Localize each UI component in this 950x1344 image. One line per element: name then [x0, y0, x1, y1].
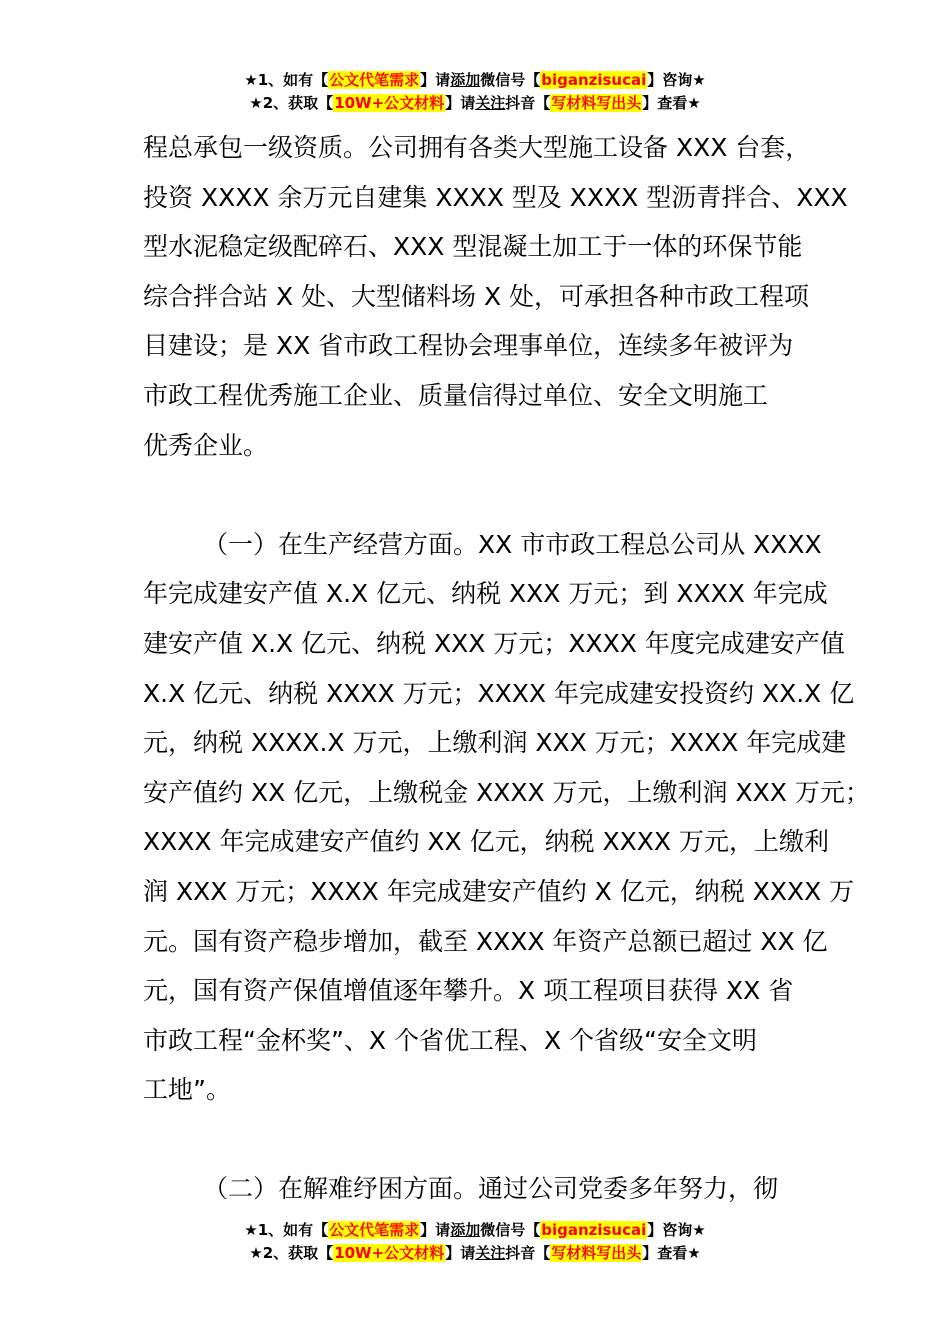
banner-text: 】咨询★: [647, 71, 706, 89]
banner-highlight: 写材料写出头: [551, 1244, 642, 1262]
banner-highlight: 10W+公文材料: [334, 1244, 445, 1262]
banner-line-2: [0, 1242, 950, 1265]
banner-text: ★1、如有【: [244, 1221, 329, 1239]
banner-text: 】查看★: [642, 1244, 701, 1262]
banner-text: 抖音【: [505, 1244, 551, 1262]
text-line: 元。国有资产稳步增加，截至 XXXX 年资产总额已超过 XX 亿: [143, 926, 828, 956]
text-line: 目建设；是 XX 省市政工程协会理事单位，连续多年被评为: [143, 331, 794, 361]
text-line: X.X 亿元、纳税 XXXX 万元；XXXX 年完成建安投资约 XX.X 亿: [143, 678, 855, 708]
text-line: 型水泥稳定级配碎石、XXX 型混凝土加工于一体的环保节能: [143, 232, 803, 262]
document-body: [143, 123, 870, 1214]
banner-underline: 关注: [475, 94, 506, 112]
banner-line-1: [0, 1219, 950, 1242]
paragraph-first-line: （二）在解难纾困方面。通过公司党委多年努力，彻: [203, 1174, 779, 1204]
header-banner: [0, 69, 950, 115]
paragraph-first-line: （一）在生产经营方面。XX 市市政工程总公司从 XXXX: [203, 529, 822, 559]
banner-text: 微信号【: [480, 1221, 541, 1239]
text-line: 综合拌合站 X 处、大型储料场 X 处，可承担各种市政工程项: [143, 281, 810, 311]
banner-text: ★2、获取【: [249, 1244, 334, 1262]
banner-underline: 添加: [450, 71, 481, 89]
banner-text: 抖音【: [505, 94, 551, 112]
banner-text: 】咨询★: [647, 1221, 706, 1239]
banner-text: 】请: [445, 94, 476, 112]
text-line: 投资 XXXX 余万元自建集 XXXX 型及 XXXX 型沥青拌合、XXX: [143, 182, 848, 212]
text-line: 工地”。: [143, 1075, 231, 1105]
text-line: 元，国有资产保值增值逐年攀升。X 项工程项目获得 XX 省: [143, 976, 794, 1006]
banner-underline: 关注: [475, 1244, 506, 1262]
paragraph-gap: [143, 470, 833, 520]
paragraph-gap: [143, 1115, 833, 1165]
banner-highlight: biganzisucai: [541, 1221, 647, 1239]
banner-highlight: 公文代笔需求: [329, 1221, 420, 1239]
banner-text: ★2、获取【: [249, 94, 334, 112]
text-line: XXXX 年完成建安产值约 XX 亿元，纳税 XXXX 万元，上缴利: [143, 827, 830, 857]
banner-highlight: 写材料写出头: [551, 94, 642, 112]
text-line: 市政工程优秀施工企业、质量信得过单位、安全文明施工: [143, 380, 769, 410]
banner-highlight: 10W+公文材料: [334, 94, 445, 112]
text-line: 元，纳税 XXXX.X 万元，上缴利润 XXX 万元；XXXX 年完成建: [143, 728, 847, 758]
footer-banner: [0, 1219, 950, 1265]
banner-line-2: [0, 92, 950, 115]
banner-line-1: [0, 69, 950, 92]
banner-highlight: biganzisucai: [541, 71, 647, 89]
banner-text: 】请: [445, 1244, 476, 1262]
text-line: 优秀企业。: [143, 430, 269, 460]
banner-text: 】请: [420, 71, 451, 89]
text-line: 润 XXX 万元；XXXX 年完成建安产值约 X 亿元，纳税 XXXX 万: [143, 876, 855, 906]
text-line: 程总承包一级资质。公司拥有各类大型施工设备 XXX 台套，: [143, 133, 811, 162]
banner-underline: 添加: [450, 1221, 481, 1239]
banner-text: 微信号【: [480, 71, 541, 89]
text-line: 年完成建安产值 X.X 亿元、纳税 XXX 万元；到 XXXX 年完成: [143, 579, 828, 609]
text-line: 安产值约 XX 亿元，上缴税金 XXXX 万元，上缴利润 XXX 万元；: [143, 777, 870, 807]
banner-text: 】请: [420, 1221, 451, 1239]
banner-highlight: 公文代笔需求: [329, 71, 420, 89]
banner-text: 】查看★: [642, 94, 701, 112]
text-line: 市政工程“金杯奖”、X 个省优工程、X 个省级“安全文明: [143, 1025, 758, 1055]
banner-text: ★1、如有【: [244, 71, 329, 89]
text-line: 建安产值 X.X 亿元、纳税 XXX 万元；XXXX 年度完成建安产值: [143, 628, 845, 658]
